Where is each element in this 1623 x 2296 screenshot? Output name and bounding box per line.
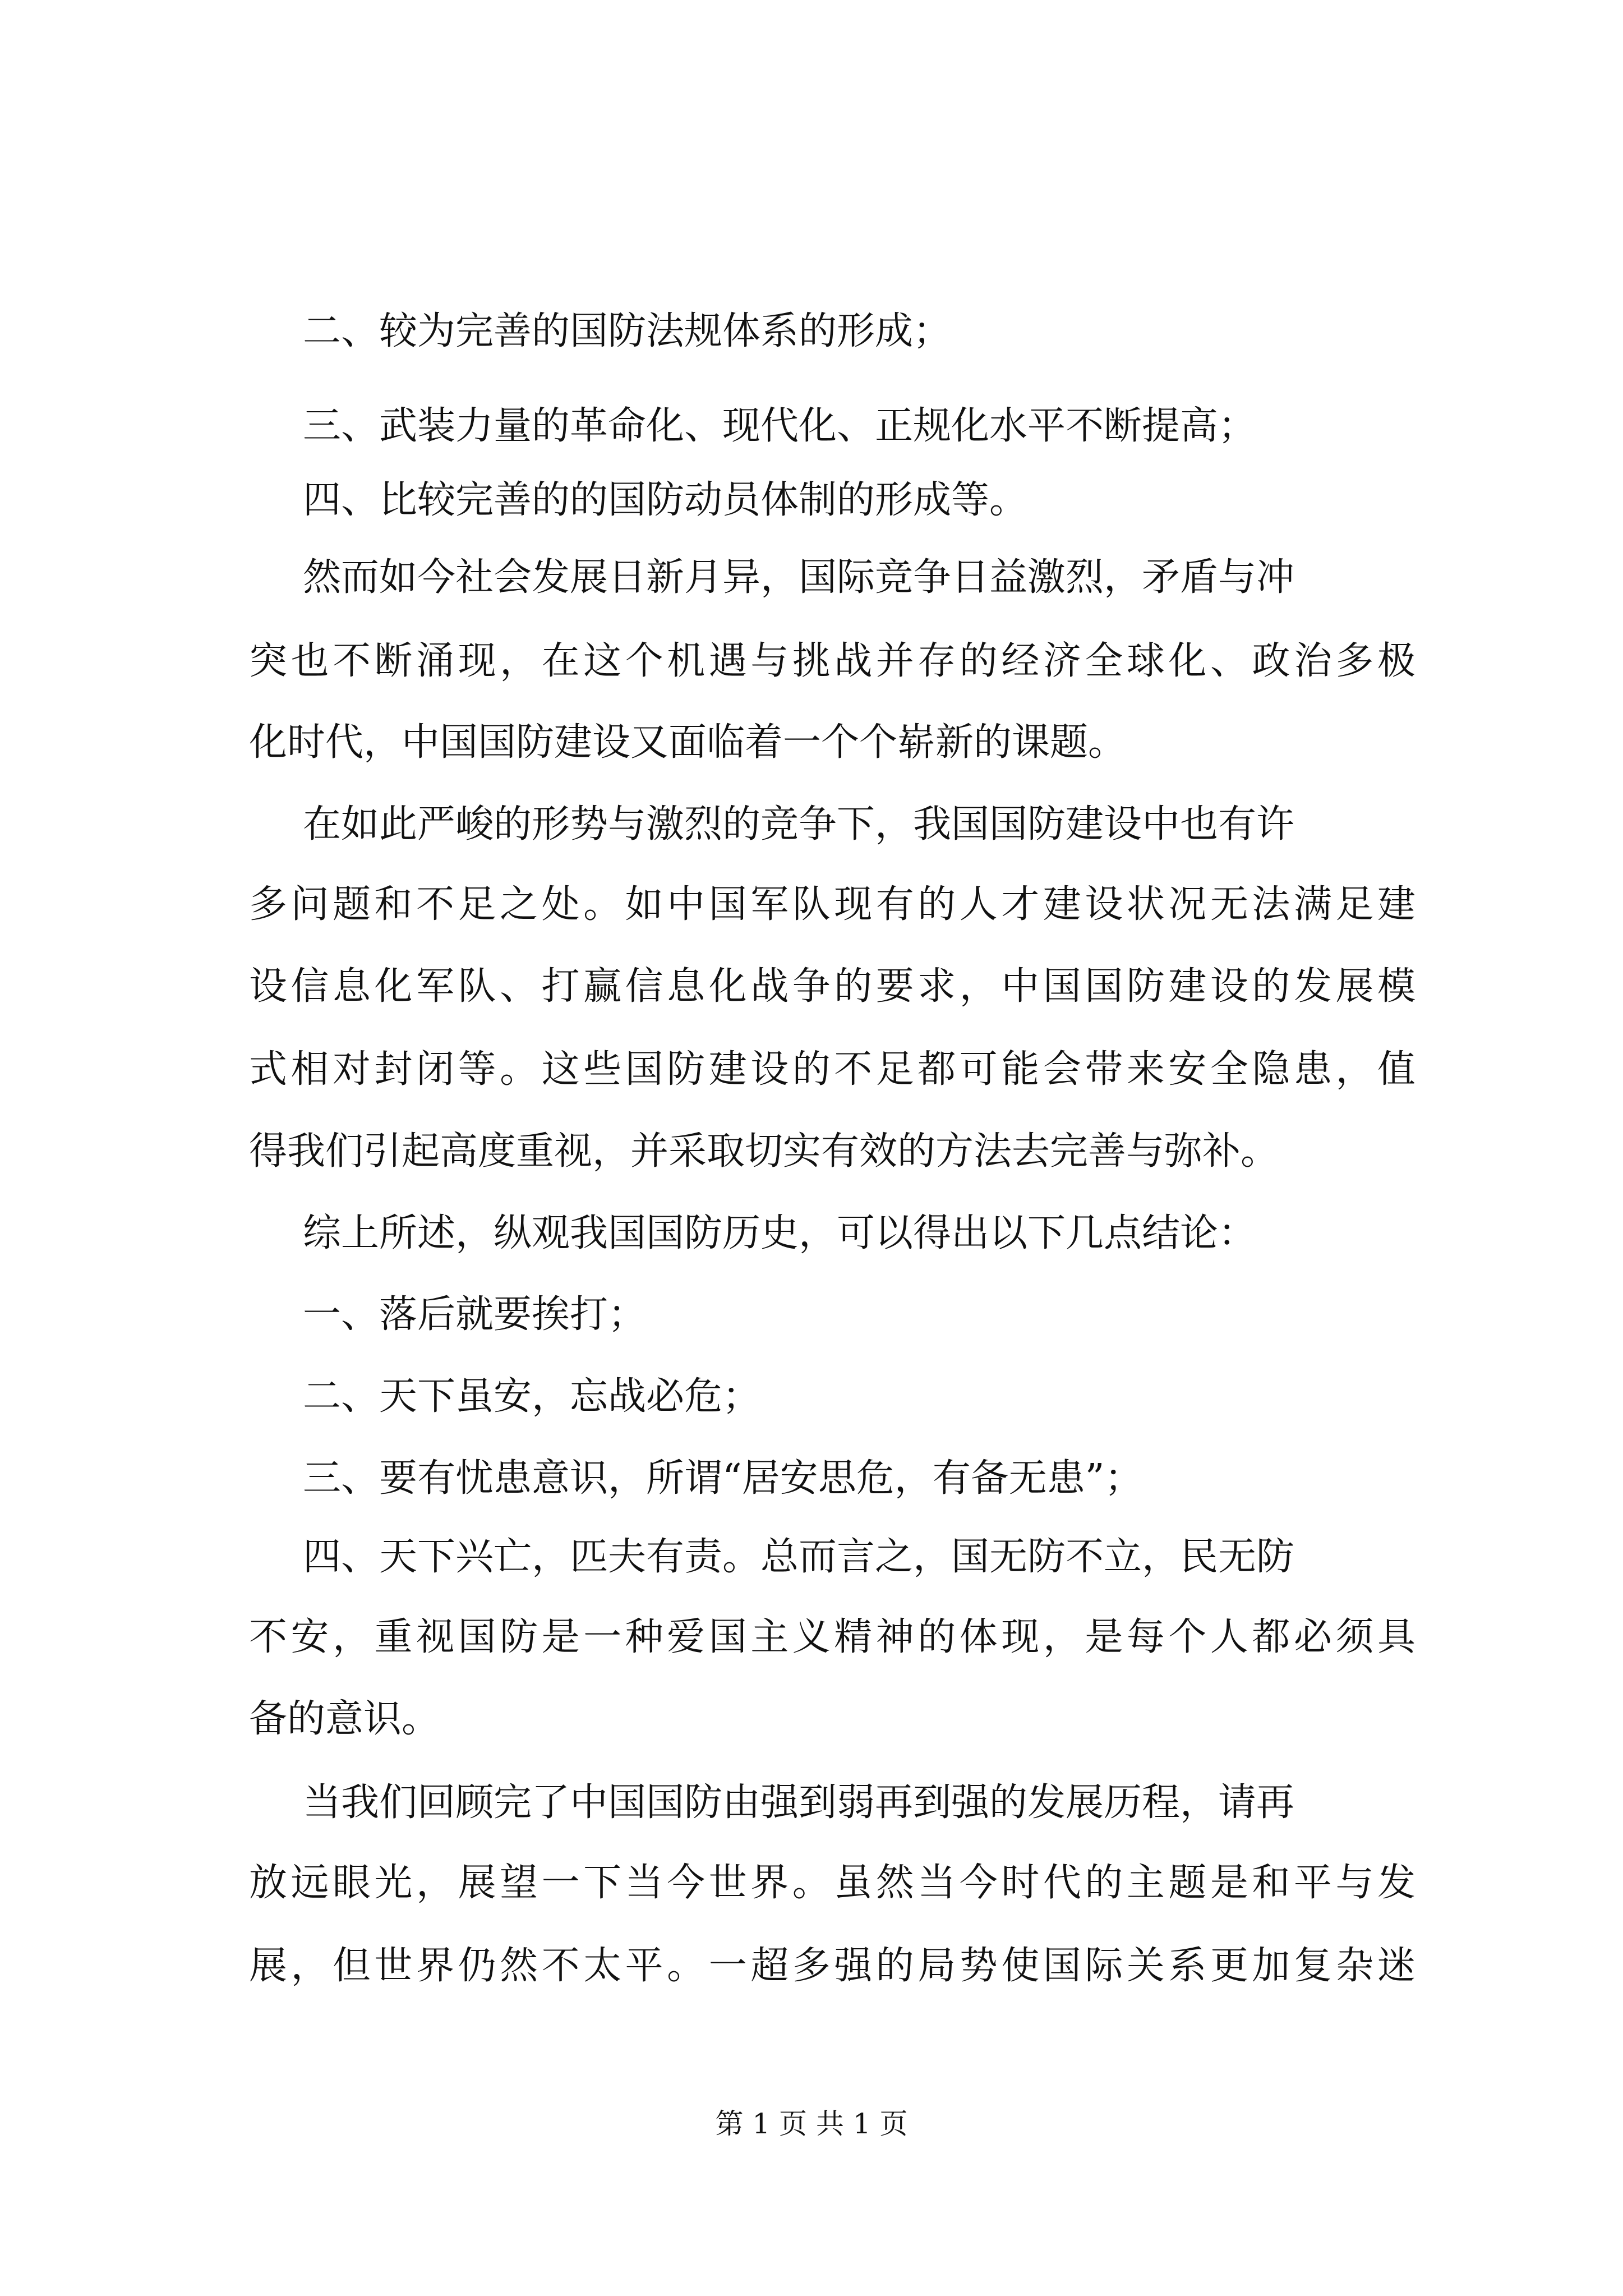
text-line: 综上所述，纵观我国国防历史，可以得出以下几点结论： xyxy=(303,1211,1257,1255)
paragraph-line: 备的意识。 xyxy=(249,1697,440,1741)
paragraph-line: 多问题和不足之处。如中国军队现有的人才建设状况无法满足建 xyxy=(249,882,1415,927)
text-line: 三、要有忧患意识，所谓“居安思危，有备无患”； xyxy=(303,1456,1143,1501)
paragraph-first-line: 四、天下兴亡，匹夫有责。总而言之，国无防不立，民无防 xyxy=(303,1535,1295,1579)
text-line: 四、比较完善的的国防动员体制的形成等。 xyxy=(303,478,1028,522)
text-line: 一、落后就要挨打； xyxy=(303,1292,647,1337)
paragraph-line: 不安，重视国防是一种爱国主义精神的体现，是每个人都必须具 xyxy=(249,1615,1415,1659)
text-line: 二、天下虽安，忘战必危； xyxy=(303,1374,761,1419)
paragraph-first-line: 然而如今社会发展日新月异，国际竞争日益激烈，矛盾与冲 xyxy=(303,555,1295,600)
paragraph-first-line: 在如此严峻的形势与激烈的竞争下，我国国防建设中也有许 xyxy=(303,802,1295,846)
paragraph-first-line: 当我们回顾完了中国国防由强到弱再到强的发展历程，请再 xyxy=(303,1780,1295,1825)
paragraph-line: 式相对封闭等。这些国防建设的不足都可能会带来安全隐患，值 xyxy=(249,1047,1415,1092)
paragraph-line: 化时代，中国国防建设又面临着一个个崭新的课题。 xyxy=(249,720,1127,765)
paragraph-line: 放远眼光，展望一下当今世界。虽然当今时代的主题是和平与发 xyxy=(249,1861,1415,1905)
page-footer: 第 1 页 共 1 页 xyxy=(715,2108,908,2140)
paragraph-line: 展，但世界仍然不太平。一超多强的局势使国际关系更加复杂迷 xyxy=(249,1944,1415,1988)
text-line: 三、武装力量的革命化、现代化、正规化水平不断提高； xyxy=(303,404,1257,448)
paragraph-line: 得我们引起高度重视，并采取切实有效的方法去完善与弥补。 xyxy=(249,1129,1279,1174)
paragraph-line: 突也不断涌现，在这个机遇与挑战并存的经济全球化、政治多极 xyxy=(249,639,1415,683)
paragraph-line: 设信息化军队、打赢信息化战争的要求，中国国防建设的发展模 xyxy=(249,964,1415,1009)
text-line: 二、较为完善的国防法规体系的形成； xyxy=(303,309,952,353)
